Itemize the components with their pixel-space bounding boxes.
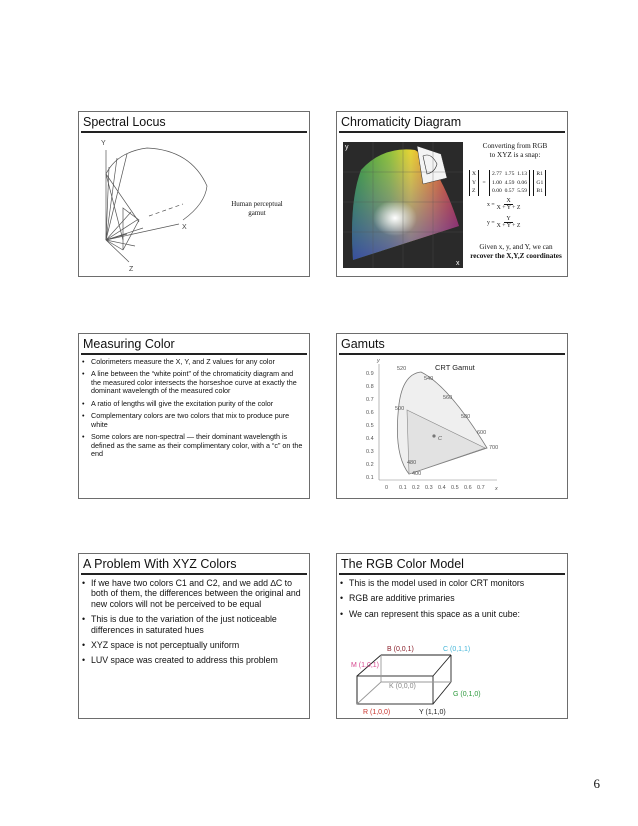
page-number: 6 (593, 776, 600, 791)
bullet-item: • Some colors are non-spectral — their dominant wavelength is defined as the same as their complimentary color, with a “c” on the end (82, 433, 305, 458)
caption-line-2: gamut (248, 209, 266, 218)
gamut-x-axis-label: x (495, 486, 498, 492)
x-axis-label: X (182, 224, 187, 231)
vertex-k-label: K (0,0,0) (389, 683, 416, 690)
matrix-lhs-2: Z (472, 188, 476, 195)
wavelength-700: 700 (489, 445, 499, 451)
vertex-m-label: M (1,0,1) (351, 662, 380, 669)
slide-chromaticity-diagram (336, 111, 568, 277)
bullet-list (82, 358, 305, 463)
vertex-r-label: R (1,0,0) (363, 709, 391, 716)
matrix-cell: 0.06 (517, 179, 527, 186)
title-divider (339, 131, 565, 133)
bullet-item: • This is due to the variation of the just noticeable differences in saturated hues (82, 614, 305, 635)
formula-y (487, 216, 520, 229)
chroma-x-axis-label: x (456, 260, 460, 267)
matrix-cell: 4.59 (504, 179, 515, 186)
x-tick-0-4: 0.4 (438, 485, 446, 491)
wavelength-540: 540 (424, 376, 434, 382)
y-tick-0-9: 0.9 (366, 371, 374, 377)
y-tick-0-1: 0.1 (366, 475, 374, 481)
matrix-cell: 1.13 (517, 171, 527, 177)
crt-gamut-label: CRT Gamut (435, 363, 475, 372)
x-tick-0-1: 0.1 (399, 485, 407, 491)
y-axis-label: Y (101, 140, 106, 147)
formula-x-denominator: X + Y + Z (496, 205, 521, 211)
conversion-text-line-2: to XYZ is a snap: (489, 151, 541, 160)
bullet-item: • A line between the “white point” of the chromaticity diagram and the measured color intersects the horseshoe curve at exactly the dominant wavelength of the measured color (82, 370, 305, 395)
formula-y-denominator: X + Y + Z (496, 223, 521, 229)
rgb-to-xyz-matrix: X Y Z = 2.77 1.75 1.13 1.00 4.59 0.06 0.00 0.57 5.59 R1 G1 B1 (469, 170, 546, 196)
slide-spectral-locus (78, 111, 310, 277)
wavelength-520: 520 (397, 366, 407, 372)
slide-title: The RGB Color Model (341, 557, 464, 571)
matrix-cell: 1.75 (504, 171, 515, 177)
recover-text-line-1: Given x, y, and Y, we can (479, 243, 553, 251)
matrix-rhs-2: B1 (536, 188, 543, 195)
slide-title: Chromaticity Diagram (341, 115, 462, 129)
slide-rgb-color-model (336, 553, 568, 719)
matrix-rhs-0: R1 (536, 171, 543, 177)
slide-xyz-problem (78, 553, 310, 719)
y-tick-0-7: 0.7 (366, 397, 374, 403)
bullet-item: • RGB are additive primaries (340, 593, 563, 603)
slide-title: Measuring Color (83, 337, 175, 351)
slide-title: Gamuts (341, 337, 385, 351)
x-tick-0-2: 0.2 (412, 485, 420, 491)
bullet-item: • Colorimeters measure the X, Y, and Z values for any color (82, 358, 305, 366)
formula-x-numerator: X (506, 198, 511, 204)
x-tick-0-3: 0.3 (425, 485, 433, 491)
bullet-list (82, 578, 305, 671)
bullet-item: • This is the model used in color CRT monitors (340, 578, 563, 588)
gamut-diagram (337, 334, 568, 499)
bullet-item: • We can represent this space as a unit cube: (340, 609, 563, 619)
matrix-lhs-0: X (472, 171, 477, 177)
y-tick-0-8: 0.8 (366, 384, 374, 390)
wavelength-500: 500 (395, 406, 405, 412)
chroma-y-axis-label: y (345, 144, 349, 151)
recover-text-line-2: recover the X,Y,Z coordinates (470, 252, 562, 261)
matrix-cell: 0.57 (504, 188, 515, 195)
formula-y-numerator: Y (506, 216, 511, 222)
formula-y-lhs: y = (487, 219, 495, 226)
x-tick-0-6: 0.6 (464, 485, 472, 491)
bullet-item: • A ratio of lengths will give the excitation purity of the color (82, 400, 305, 408)
slide-title: Spectral Locus (83, 115, 166, 129)
z-axis-label: Z (129, 266, 134, 273)
y-tick-0-6: 0.6 (366, 410, 374, 416)
vertex-y-label: Y (1,1,0) (419, 709, 446, 716)
spectral-locus-figure (79, 112, 310, 277)
wavelength-480: 480 (407, 460, 417, 466)
matrix-lhs-1: Y (472, 179, 477, 186)
vertex-c-label: C (0,1,1) (443, 646, 471, 653)
y-tick-0-3: 0.3 (366, 449, 374, 455)
wavelength-580: 580 (461, 414, 471, 420)
vertex-g-label: G (0,1,0) (453, 691, 481, 698)
vertex-b-label: B (0,0,1) (387, 646, 414, 653)
bullet-item: • Complementary colors are two colors that mix to produce pure white (82, 412, 305, 429)
x-tick-0-5: 0.5 (451, 485, 459, 491)
title-divider (81, 573, 307, 575)
caption-line-1: Human perceptual (231, 200, 283, 208)
y-tick-0-2: 0.2 (366, 462, 374, 468)
slide-gamuts (336, 333, 568, 499)
slide-title: A Problem With XYZ Colors (83, 557, 237, 571)
matrix-cell: 1.00 (492, 179, 502, 186)
title-divider (81, 353, 307, 355)
matrix-cell: 0.00 (492, 188, 502, 195)
y-tick-0-5: 0.5 (366, 423, 374, 429)
bullet-item: • XYZ space is not perceptually uniform (82, 640, 305, 650)
rgb-cube-diagram (337, 554, 568, 719)
matrix-cell: 2.77 (492, 171, 502, 177)
slide-measuring-color (78, 333, 310, 499)
chromaticity-image (343, 142, 463, 268)
formula-x (487, 198, 520, 211)
x-tick-0-7: 0.7 (477, 485, 485, 491)
bullet-item: • LUV space was created to address this problem (82, 655, 305, 665)
matrix-rhs-1: G1 (536, 179, 544, 186)
y-tick-0-4: 0.4 (366, 436, 374, 442)
conversion-text-line-1: Converting from RGB (482, 142, 548, 150)
white-point-label: C (438, 436, 442, 442)
wavelength-600: 600 (477, 430, 487, 436)
formula-x-lhs: x = (487, 201, 495, 208)
wavelength-560: 560 (443, 395, 453, 401)
x-tick-0: 0 (385, 485, 389, 491)
gamut-y-axis-label: y (377, 358, 380, 364)
wavelength-400: 400 (412, 471, 422, 477)
matrix-cell: 5.59 (517, 188, 527, 195)
bullet-item: • If we have two colors C1 and C2, and we add ∆C to both of them, the differences between the original and new colors will not be perceived to be equal (82, 578, 305, 609)
